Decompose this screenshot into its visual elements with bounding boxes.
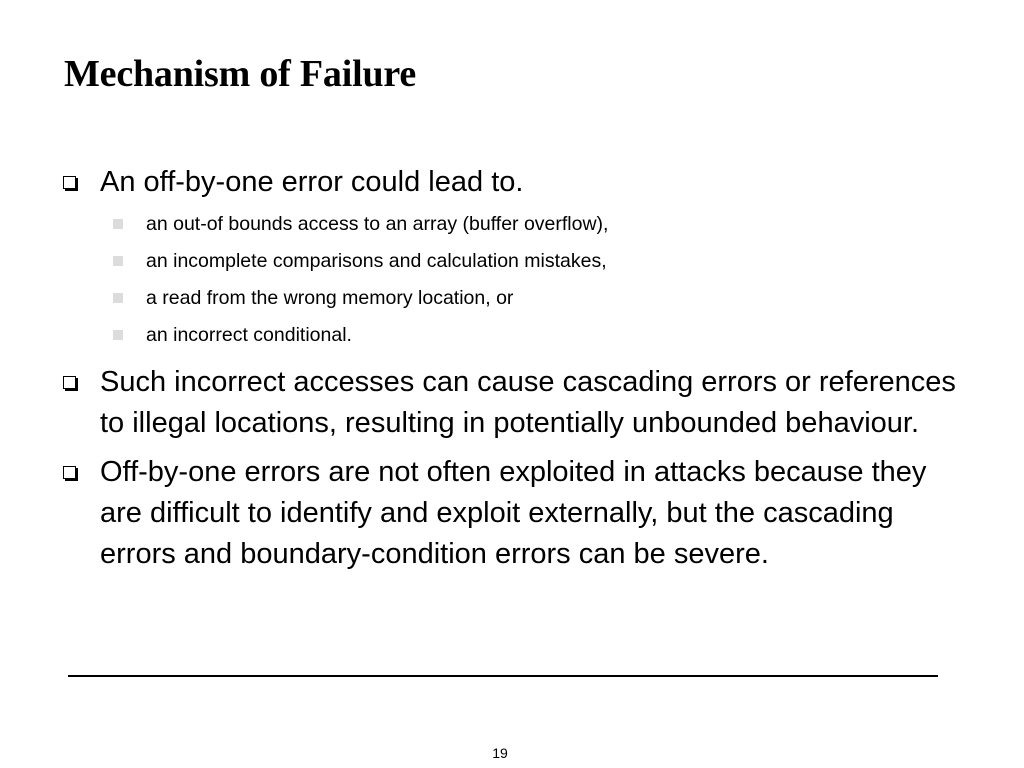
bullet-item [62,452,962,575]
bullet-item [62,362,962,444]
sub-bullet-text: an incomplete comparisons and calculation mistakes, [146,250,607,272]
page-number: 19 [492,745,508,761]
gray-square-bullet-icon [100,280,146,317]
bullet-body [100,362,962,444]
footer-divider [68,675,938,677]
gray-square-bullet-icon [100,317,146,354]
gray-square-bullet-icon [100,243,146,280]
bullet-body [100,452,962,575]
hollow-square-bullet-icon [62,162,100,202]
sub-bullet-item [100,206,962,243]
sub-bullet-text: a read from the wrong memory location, or [146,287,514,309]
bullet-text: Such incorrect accesses can cause cascading errors or references to illegal locations, resulting in potentially unbounded behaviour. [100,366,956,439]
sub-bullet-text: an out-of bounds access to an array (buffer overflow), [146,213,609,235]
slide-title: Mechanism of Failure [64,53,417,95]
sub-bullet-text: an incorrect conditional. [146,324,352,346]
hollow-square-bullet-icon [62,452,100,492]
sub-bullet-list [100,206,962,354]
sub-bullet-item [100,280,962,317]
bullet-item [62,162,962,354]
gray-square-bullet-icon [100,206,146,243]
bullet-list [62,162,962,575]
hollow-square-bullet-icon [62,362,100,402]
sub-bullet-item [100,317,962,354]
bullet-text: Off-by-one errors are not often exploited in attacks because they are difficult to identify and exploit externally, but the cascading errors and boundary-condition errors can be severe. [100,456,927,570]
sub-bullet-item [100,243,962,280]
bullet-body [100,162,962,354]
bullet-text: An off-by-one error could lead to. [100,166,524,198]
